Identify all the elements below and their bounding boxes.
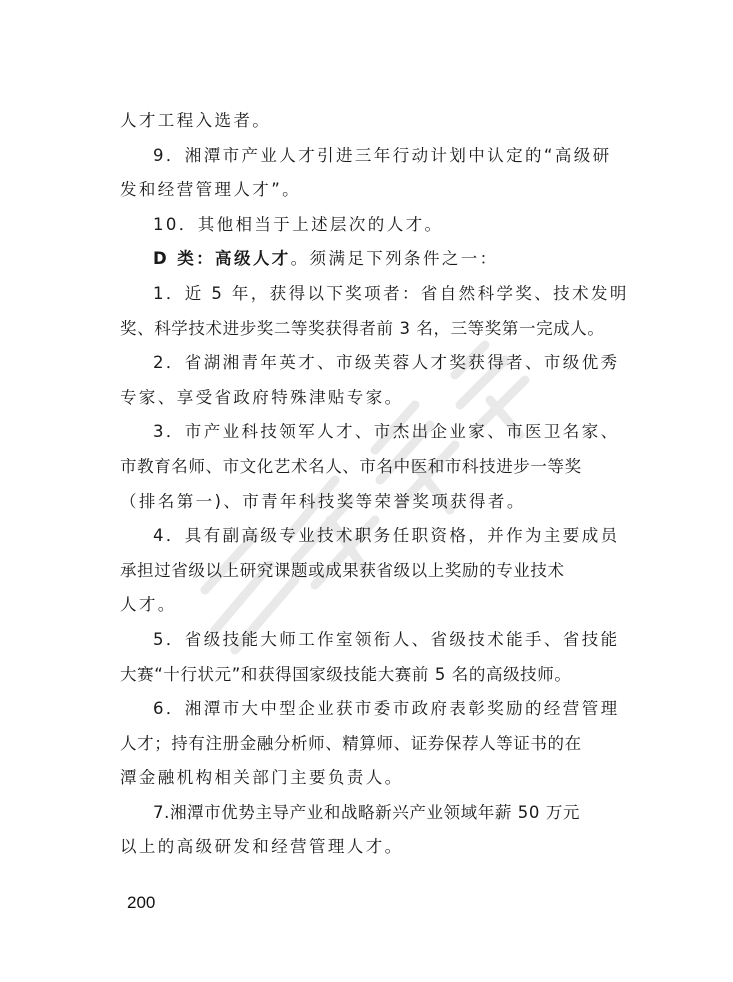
- text-line: 承担过省级以上研究课题或成果获省级以上奖励的专业技术: [120, 560, 565, 580]
- text-line: 10．其他相当于上述层次的人才。: [153, 214, 444, 234]
- text-line: 人才工程入选者。: [120, 111, 272, 130]
- document-body: [120, 104, 630, 865]
- text-line: 6．湘潭市大中型企业获市委市政府表彰奖励的经营管理: [153, 699, 620, 719]
- text-line: 3．市产业科技领军人才、市杰出企业家、市医卫名家、: [153, 422, 620, 442]
- text-line: 市教育名师、市文化艺术名人、市名中医和市科技进步一等奖: [120, 456, 582, 476]
- text-line: 2．省湖湘青年英才、市级芙蓉人才奖获得者、市级优秀: [153, 353, 620, 373]
- text-line: 专家、享受省政府特殊津贴专家。: [120, 387, 404, 407]
- text-line: 1．近 5 年，获得以下奖项者：省自然科学奖、技术发明: [153, 283, 629, 303]
- text-line: 发和经营管理人才”。: [120, 180, 302, 200]
- text-line: 人才。: [120, 595, 177, 615]
- text-line: 大赛“十行状元”和获得国家级技能大赛前 5 名的高级技师。: [120, 664, 572, 684]
- heading-punctuation: 。: [290, 249, 310, 269]
- text-line: 须满足下列条件之一：: [309, 249, 499, 269]
- text-line: 7.湘潭市优势主导产业和战略新兴产业领域年薪 50 万元: [153, 802, 581, 822]
- text-line: 5．省级技能大师工作室领衔人、省级技术能手、省技能: [153, 629, 620, 649]
- text-line: 9．湘潭市产业人才引进三年行动计划中认定的“高级研: [153, 145, 612, 165]
- text-line: 以上的高级研发和经营管理人才。: [120, 837, 404, 857]
- category-d-heading-line: [120, 242, 630, 277]
- text-line: 潭金融机构相关部门主要负责人。: [120, 768, 404, 788]
- text-line: （排名第一)、市青年科技奖等荣誉奖项获得者。: [120, 491, 526, 511]
- text-line: 人才；持有注册金融分析师、精算师、证券保荐人等证书的在: [120, 733, 582, 753]
- page-number: 200: [127, 893, 156, 912]
- text-line: 奖、科学技术进步奖二等奖获得者前 3 名，三等奖第一完成人。: [120, 318, 605, 338]
- text-line: 4．具有副高级专业技术职务任职资格，并作为主要成员: [153, 526, 620, 546]
- category-d-heading: D 类：高级人才: [153, 249, 291, 269]
